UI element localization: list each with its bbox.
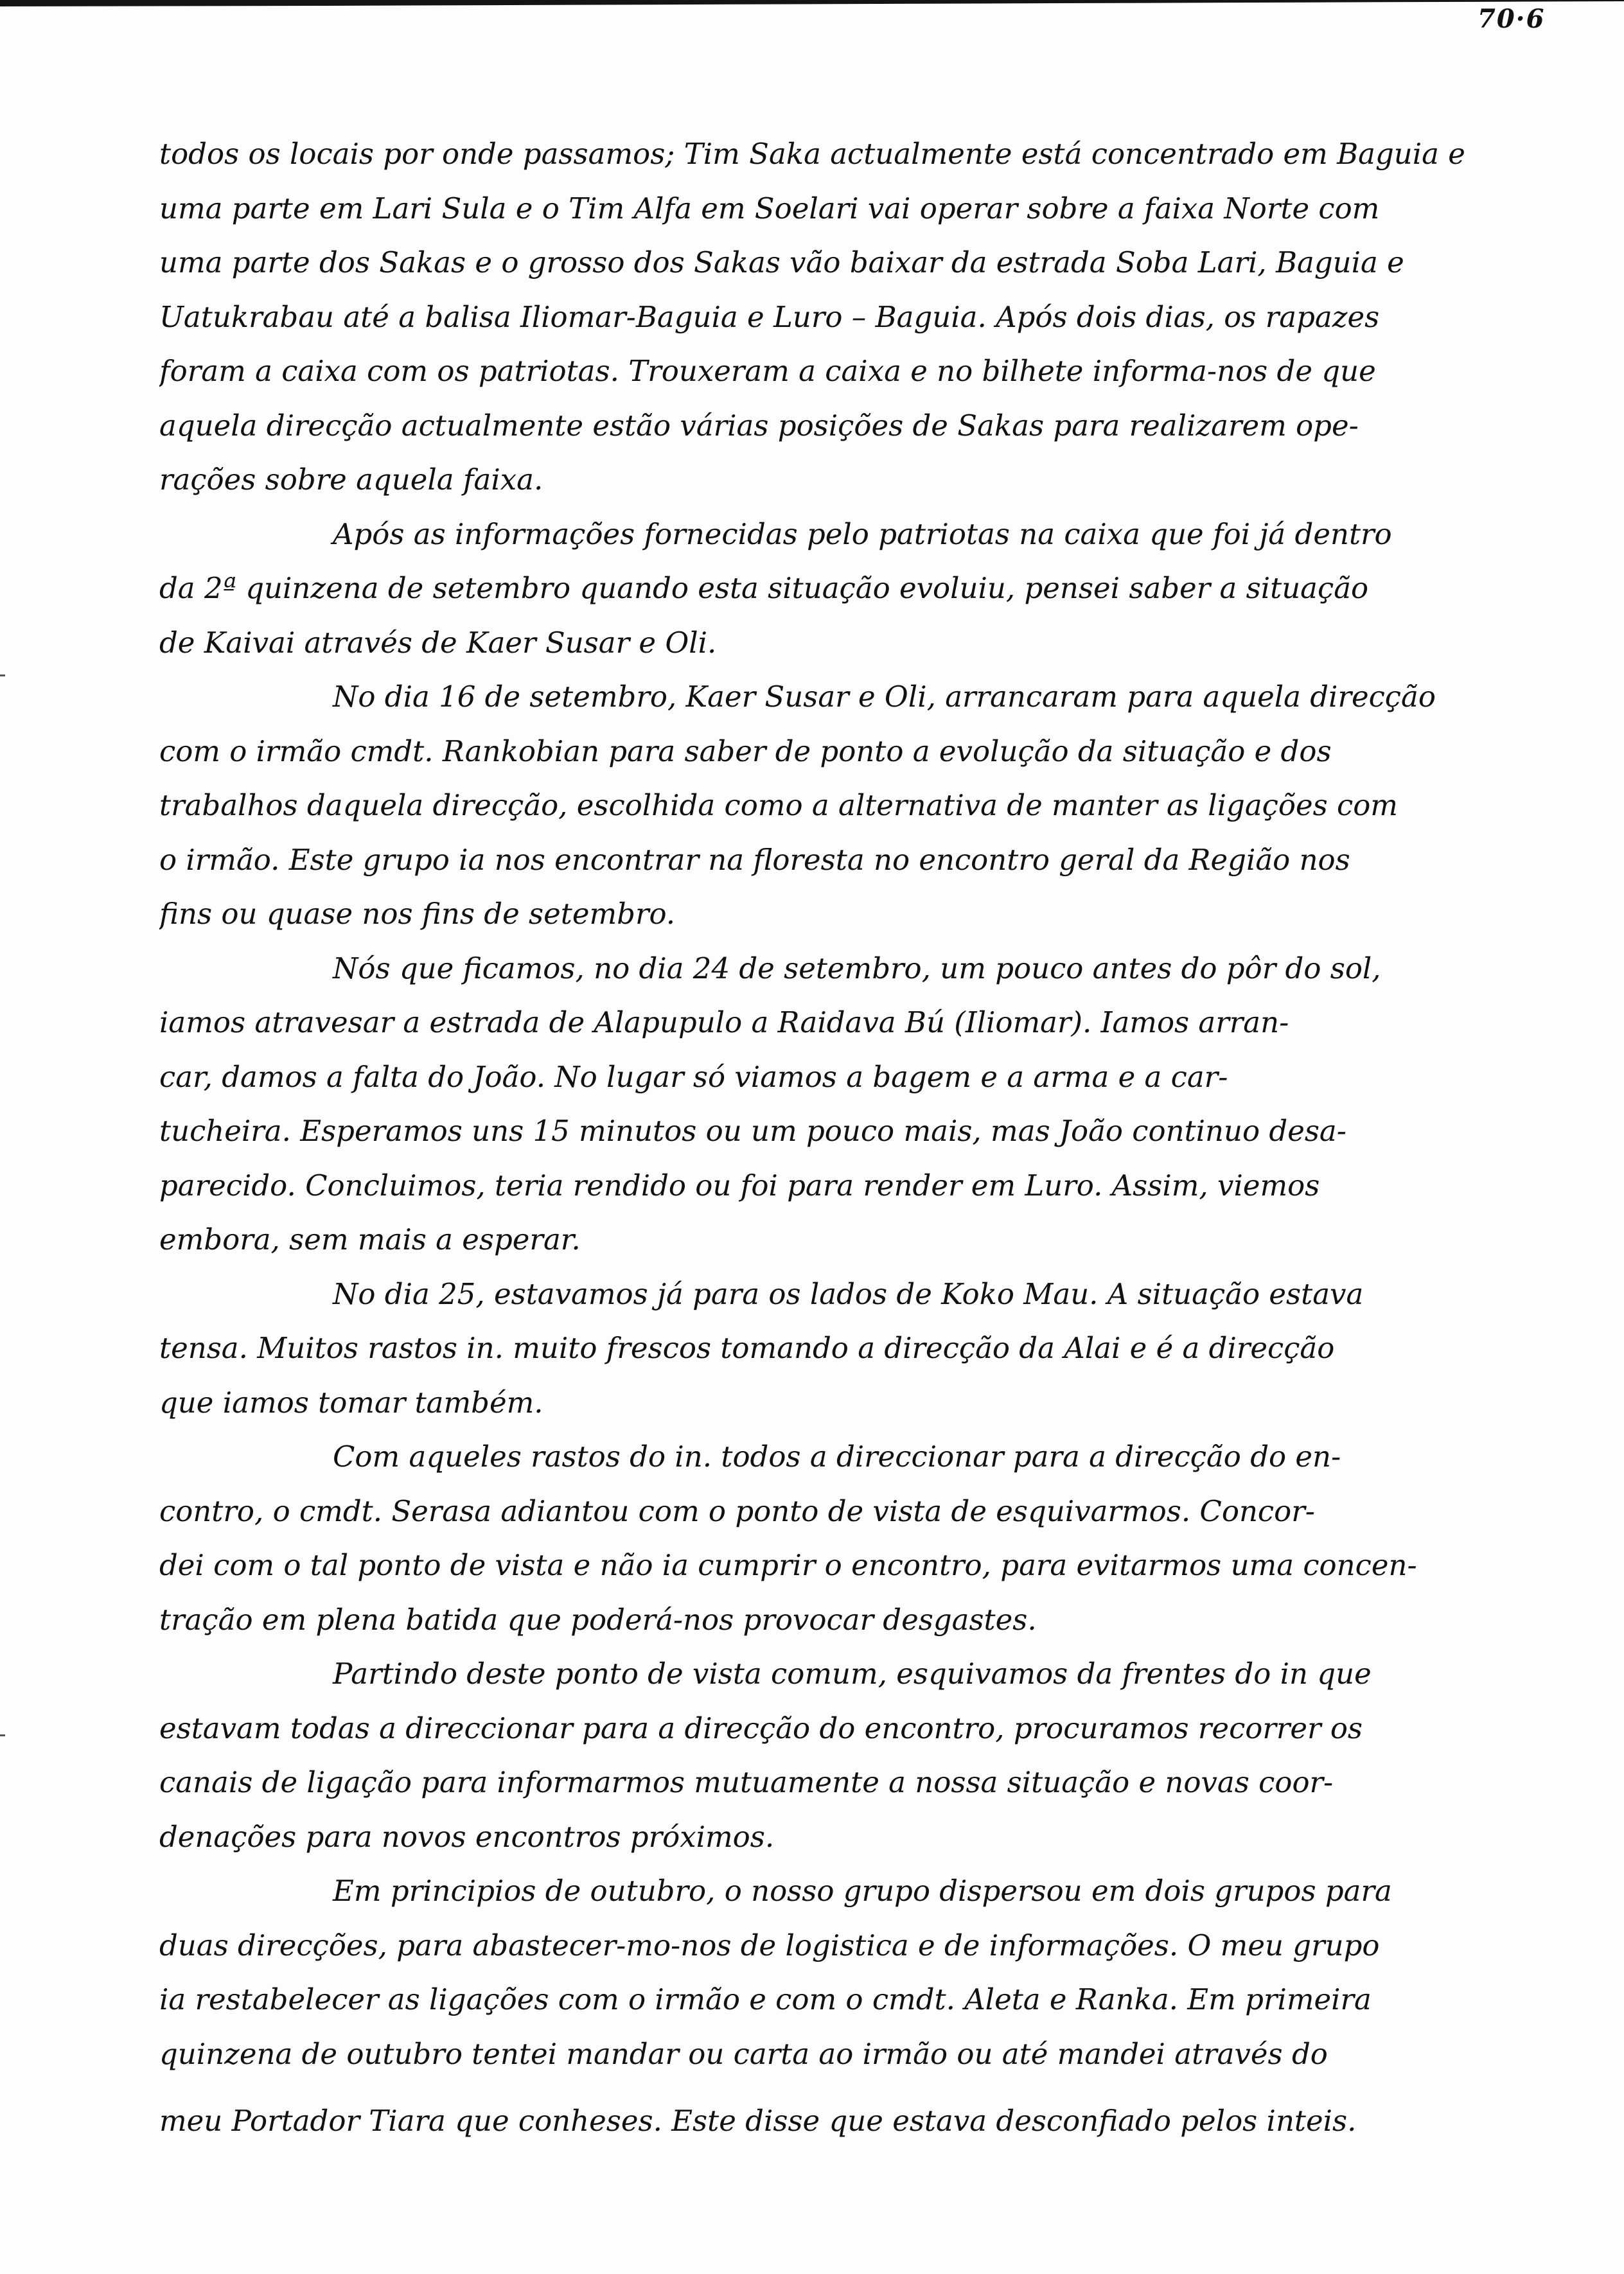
text-line: contro, o cmdt. Serasa adiantou com o ponto de vista de esquivarmos. Concor- xyxy=(159,1494,1315,1528)
text-line: Após as informações fornecidas pelo patriotas na caixa que foi já dentro xyxy=(333,516,1392,551)
text-line: estavam todas a direccionar para a direcção do encontro, procuramos recorrer os xyxy=(159,1711,1363,1745)
text-line: Em principios de outubro, o nosso grupo dispersou em dois grupos para xyxy=(333,1874,1392,1908)
text-line: com o irmão cmdt. Rankobian para saber de ponto a evolução da situação e dos xyxy=(159,734,1332,768)
text-line: rações sobre aquela faixa. xyxy=(159,463,543,497)
page-number: 70·6 xyxy=(1478,4,1546,34)
text-line: trabalhos daquela direcção, escolhida como a alternativa de manter as ligações com xyxy=(159,788,1398,822)
text-line: meu Portador Tiara que conheses. Este disse que estava desconfiado pelos inteis. xyxy=(159,2104,1357,2138)
text-line: foram a caixa com os patriotas. Trouxeram a caixa e no bilhete informa-nos de que xyxy=(159,354,1376,388)
text-line: embora, sem mais a esperar. xyxy=(159,1222,581,1256)
text-line: denações para novos encontros próximos. xyxy=(159,1819,775,1854)
text-line: Nós que ficamos, no dia 24 de setembro, um pouco antes do pôr do sol, xyxy=(333,951,1381,985)
text-line: No dia 25, estavamos já para os lados de Koko Mau. A situação estava xyxy=(333,1276,1364,1311)
text-line: fins ou quase nos fins de setembro. xyxy=(159,897,676,931)
text-line: Partindo deste ponto de vista comum, esquivamos da frentes do in que xyxy=(333,1657,1372,1691)
text-line: uma parte dos Sakas e o grosso dos Sakas vão baixar da estrada Soba Lari, Baguia e xyxy=(159,245,1404,279)
text-line: tucheira. Esperamos uns 15 minutos ou um pouco mais, mas João continuo desa- xyxy=(159,1114,1346,1148)
text-line: uma parte em Lari Sula e o Tim Alfa em Soelari vai operar sobre a faixa Norte com xyxy=(159,191,1380,225)
text-line: dei com o tal ponto de vista e não ia cumprir o encontro, para evitarmos uma concen- xyxy=(159,1548,1417,1582)
text-line: todos os locais por onde passamos; Tim Saka actualmente está concentrado em Baguia e xyxy=(159,137,1465,171)
handwritten-body xyxy=(159,127,1528,2161)
text-line: parecido. Concluimos, teria rendido ou foi para render em Luro. Assim, viemos xyxy=(159,1168,1320,1203)
text-line: tração em plena batida que poderá-nos provocar desgastes. xyxy=(159,1602,1037,1637)
text-line: quinzena de outubro tentei mandar ou carta ao irmão ou até mandei através do xyxy=(159,2036,1328,2071)
text-line: duas direcções, para abastecer-mo-nos de logistica e de informações. O meu grupo xyxy=(159,1928,1380,1962)
text-line: o irmão. Este grupo ia nos encontrar na floresta no encontro geral da Região nos xyxy=(159,842,1350,877)
text-line: car, damos a falta do João. No lugar só viamos a bagem e a arma e a car- xyxy=(159,1059,1228,1094)
text-line: que iamos tomar também. xyxy=(159,1385,543,1420)
text-line: canais de ligação para informarmos mutuamente a nossa situação e novas coor- xyxy=(159,1765,1334,1799)
text-line: No dia 16 de setembro, Kaer Susar e Oli, arrancaram para aquela direcção xyxy=(333,680,1436,714)
scan-margin-mark xyxy=(0,674,5,676)
text-line: Com aqueles rastos do in. todos a direccionar para a direcção do en- xyxy=(333,1440,1341,1474)
text-line: Uatukrabau até a balisa Iliomar-Baguia e Luro – Baguia. Após dois dias, os rapazes xyxy=(159,299,1380,334)
text-line: aquela direcção actualmente estão várias posições de Sakas para realizarem ope- xyxy=(159,408,1359,443)
text-line: ia restabelecer as ligações com o irmão e com o cmdt. Aleta e Ranka. Em primeira xyxy=(159,1982,1372,2016)
text-line: de Kaivai através de Kaer Susar e Oli. xyxy=(159,625,717,660)
text-line: iamos atravesar a estrada de Alapupulo a Raidava Bú (Iliomar). Iamos arran- xyxy=(159,1005,1289,1039)
text-line: da 2ª quinzena de setembro quando esta situação evoluiu, pensei saber a situação xyxy=(159,571,1369,605)
text-line: tensa. Muitos rastos in. muito frescos tomando a direcção da Alai e é a direcção xyxy=(159,1331,1335,1365)
scan-margin-mark xyxy=(0,1734,5,1736)
scan-top-edge xyxy=(0,0,1624,6)
